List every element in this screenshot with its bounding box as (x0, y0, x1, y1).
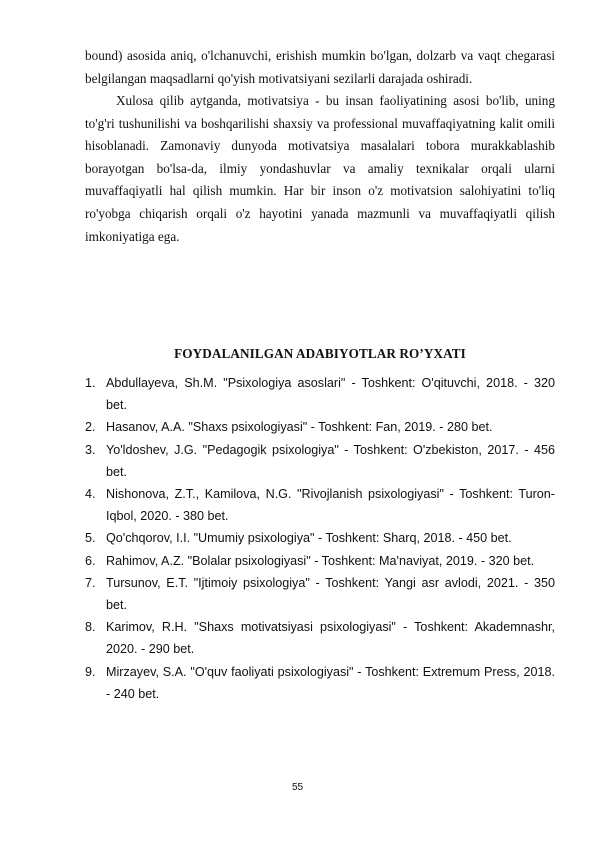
reference-text: Yo'ldoshev, J.G. "Pedagogik psixologiya" - Toshkent: O'zbekiston, 2017. - 456 bet. (106, 442, 555, 479)
reference-number: 9. (85, 664, 96, 679)
page-number: 55 (291, 782, 304, 793)
reference-number: 8. (85, 620, 96, 635)
reference-text: Nishonova, Z.T., Kamilova, N.G. "Rivojlanish psixologiyasi" - Toshkent: Turon-Iqbol, 2020. - 380 bet. (106, 487, 555, 524)
references-heading: FOYDALANILGAN ADABIYOTLAR RO’YXATI (174, 346, 466, 361)
reference-number: 3. (85, 442, 96, 457)
reference-number: 5. (85, 531, 96, 546)
reference-item (85, 439, 555, 483)
reference-item (85, 527, 555, 549)
reference-number: 2. (85, 420, 96, 435)
reference-item (85, 416, 555, 438)
reference-number: 6. (85, 553, 96, 568)
reference-item (85, 616, 555, 660)
reference-item (85, 661, 555, 705)
reference-item (85, 550, 555, 572)
reference-item (85, 372, 555, 416)
reference-text: Mirzayev, S.A. "O'quv faoliyati psixologiyasi" - Toshkent: Extremum Press, 2018. - 240 bet. (106, 664, 555, 701)
reference-text: Hasanov, A.A. "Shaxs psixologiyasi" - Toshkent: Fan, 2019. - 280 bet. (106, 420, 493, 435)
reference-text: Karimov, R.H. "Shaxs motivatsiyasi psixologiyasi" - Toshkent: Akademnashr, 2020. - 290 bet. (106, 620, 555, 657)
reference-text: Tursunov, E.T. "Ijtimoiy psixologiya" - Toshkent: Yangi asr avlodi, 2021. - 350 bet. (106, 575, 555, 613)
reference-item (85, 572, 555, 616)
reference-text: Qo'chqorov, I.I. "Umumiy psixologiya" - Toshkent: Sharq, 2018. - 450 bet. (106, 531, 512, 546)
reference-number: 4. (85, 487, 96, 502)
body-paragraph: bound) asosida aniq, o'lchanuvchi, erishish mumkin bo'lgan, dolzarb va vaqt chegarasi belgilangan maqsadlarni qo'yish motivatsiyani sezilarli darajada oshiradi. (85, 48, 555, 86)
reference-number: 1. (85, 376, 96, 390)
conclusion-paragraph: Xulosa qilib aytganda, motivatsiya - bu insan faoliyatining asosi bo'lib, uning to'g'ri tushunilishi va boshqarilishi shaxsiy va professional muvaffaqiyatning kalit omili hisoblanadi. Zamonaviy dunyoda motivatsiya masalalari tobora murakkablashib borayotgan bo'lsa-da, ilmiy yondashuvlar va amaliy texnikalar orqali ularni muvaffaqiyatli hal qilish mumkin. Har bir inson o'z motivatsion salohiyatini to'liq ro'yobga chiqarish orqali o'z hayotini yanada mazmunli va muvaffaqiyatli qilish imkoniyatiga ega. (85, 93, 555, 244)
reference-number: 7. (85, 575, 96, 590)
reference-text: Rahimov, A.Z. "Bolalar psixologiyasi" - Toshkent: Ma'naviyat, 2019. - 320 bet. (106, 553, 535, 568)
references-list (85, 372, 555, 705)
reference-text: Abdullayeva, Sh.M. "Psixologiya asoslari" - Toshkent: O'qituvchi, 2018. - 320 bet. (106, 376, 555, 413)
reference-item (85, 483, 555, 527)
